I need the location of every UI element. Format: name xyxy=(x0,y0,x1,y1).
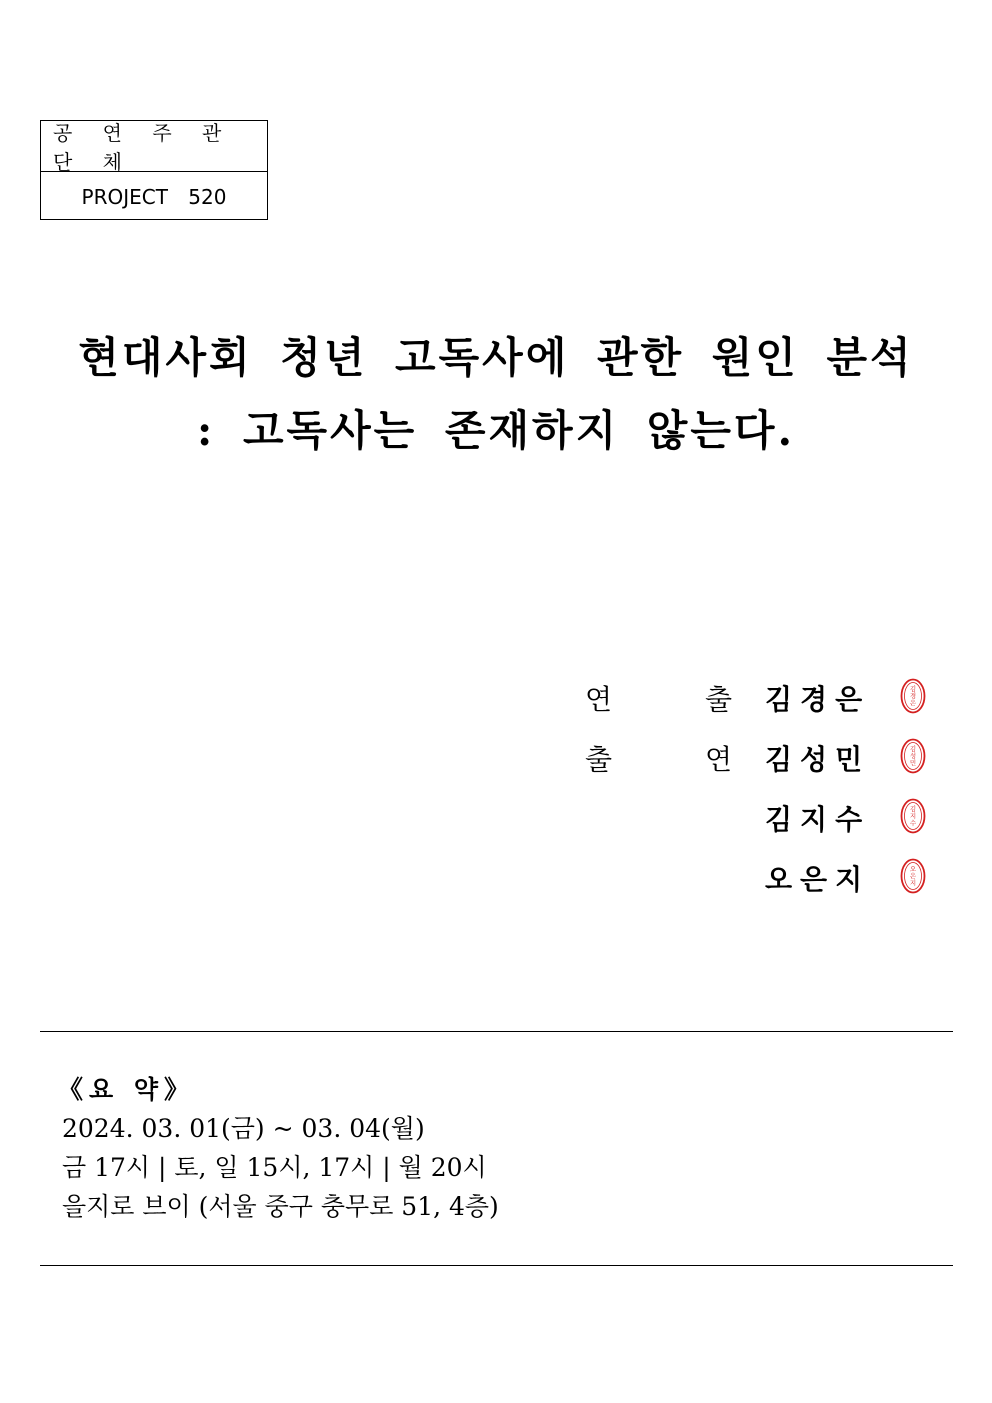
svg-text:경: 경 xyxy=(909,692,917,700)
summary-bottom-divider xyxy=(40,1265,953,1266)
credit-name: 김지수 xyxy=(765,803,871,836)
credit-name: 오은지 xyxy=(765,863,871,896)
svg-text:수: 수 xyxy=(909,819,917,827)
organizer-name: PROJECT 520 xyxy=(81,185,227,209)
organizer-label: 공 연 주 관 단 체 xyxy=(41,121,267,172)
svg-text:은: 은 xyxy=(909,699,917,707)
credit-role-char-1: 연 xyxy=(585,683,613,716)
svg-text:성: 성 xyxy=(909,752,917,760)
credit-role-char-2: 연 xyxy=(705,743,733,776)
summary-heading: 《요 약》 xyxy=(58,1075,196,1104)
svg-text:지: 지 xyxy=(909,879,917,887)
credit-role-char-2: 출 xyxy=(705,683,733,716)
svg-text:지: 지 xyxy=(909,812,917,820)
credits-list xyxy=(560,670,960,910)
seal-stamp-icon xyxy=(900,678,926,714)
svg-text:오: 오 xyxy=(909,865,917,873)
credit-row xyxy=(560,790,960,850)
credit-row xyxy=(560,670,960,730)
credit-row xyxy=(560,730,960,790)
seal-stamp-icon xyxy=(900,798,926,834)
svg-text:김: 김 xyxy=(909,805,917,813)
svg-text:김: 김 xyxy=(909,745,917,753)
document-title: 현대사회 청년 고독사에 관한 원인 분석 xyxy=(78,333,914,382)
svg-text:민: 민 xyxy=(909,759,917,767)
summary-section xyxy=(58,1070,499,1226)
credit-row xyxy=(560,850,960,910)
credit-role-char-1: 출 xyxy=(585,743,613,776)
seal-stamp-icon xyxy=(900,738,926,774)
organizer-box xyxy=(40,120,268,220)
credit-name: 김경은 xyxy=(765,683,871,716)
performance-dates: 2024. 03. 01(금) ~ 03. 04(월) xyxy=(62,1114,425,1143)
summary-top-divider xyxy=(40,1031,953,1032)
document-subtitle: : 고독사는 존재하지 않는다. xyxy=(196,406,796,455)
credit-name: 김성민 xyxy=(765,743,871,776)
svg-text:김: 김 xyxy=(909,685,917,693)
seal-stamp-icon xyxy=(900,858,926,894)
performance-times: 금 17시 | 토, 일 15시, 17시 | 월 20시 xyxy=(62,1153,487,1182)
svg-text:은: 은 xyxy=(909,872,917,880)
performance-venue: 을지로 브이 (서울 중구 충무로 51, 4층) xyxy=(62,1192,499,1221)
